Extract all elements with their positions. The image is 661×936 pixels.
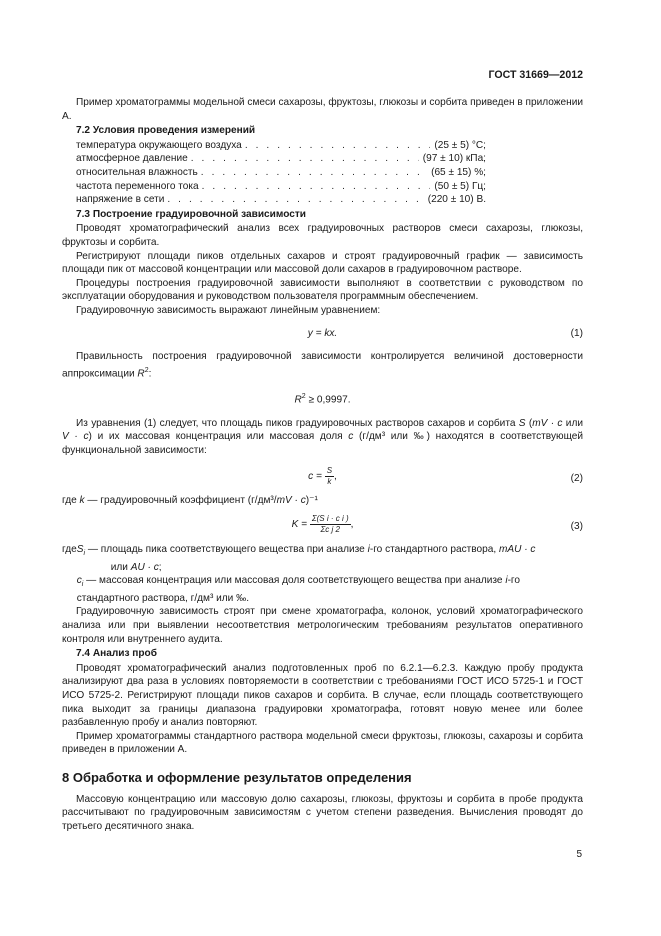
condition-row: температура окружающего воздуха . . . (25 ± 5) °С; (76, 139, 486, 153)
formula-3: K = $\frac{\text{Σ(S i · c i )}}{\text{Σc j 2}}$ , (3) (291, 513, 583, 534)
section-7-3-heading: 7.3 Построение градуировочной зависимости (76, 208, 306, 220)
formula-number: (3) (570, 520, 583, 532)
page-number: 5 (576, 849, 582, 860)
definition-ci: $c_i$ — массовая концентрация или массовая доля соответствующего вещества при анализе i-го стандартного раствора, г/дм³ или ‰. (76, 575, 520, 604)
paragraph: Градуировочную зависимость выражают линейным уравнением: (76, 304, 381, 316)
paragraph: Проводят хроматографический анализ всех градуировочных растворов смеси сахарозы, глюкозы, фруктозы и сорбита. (62, 223, 583, 248)
formula-number: (1) (570, 327, 583, 339)
standard-header: ГОСТ 31669—2012 (488, 69, 583, 81)
paragraph: Из уравнения (1) следует, что площадь пиков градуировочных растворов сахаров и сорбита S (mV · c или V · c) и их массовая концентрация или массовая доля c (г/дм³ или ‰) находятся в соответствующей функциональной зависимости: (62, 417, 584, 456)
paragraph: Градуировочную зависимость строят при смене хроматографа, колонок, условий хроматографического анализа или при выявлении несоответствия метрологическим требованиям результатов оперативного контроля или внутреннего аудита. (62, 606, 583, 645)
paragraph: Процедуры построения градуировочной зависимости выполняют в соответствии с руководством по эксплуатации оборудования и руководством пользователя программным обеспечением. (62, 277, 583, 303)
paragraph: Проводят хроматографический анализ подготовленных проб по 6.2.1—6.2.3. Каждую пробу продукта анализируют два раза в условиях повторяемости в соответствии с требованиями ГОСТ ИСО 5725-1 и ГОСТ ИСО 5725-2. Регистрируют площади пиков сахаров и сорбита. В случае, если площадь соответствующего пика выходит за границы диапазона градуировки хроматографа, готовят новую менее или более разбавленную пробу и анализ повторяют. (62, 662, 583, 729)
condition-row: напряжение в сети . . . (220 ± 10) В. (76, 193, 486, 207)
section-7-4-heading: 7.4 Анализ проб (76, 648, 157, 660)
coefficient-definition: где k — градуировочный коэффициент (г/дм³/mV · c)⁻¹ (62, 495, 318, 507)
document-body (62, 96, 583, 833)
paragraph: Массовую концентрацию или массовую долю сахарозы, глюкозы, фруктозы и сорбита в пробе продукта рассчитывают по градуировочным зависимостям с учетом степени разведения. Вычисления проводят до третьего десятичного знака. (62, 793, 583, 832)
fraction: $\frac{\text{Σ(S i · c i )}}{\text{Σc j 2}}$ (311, 513, 349, 534)
condition-row: частота переменного тока . . . (50 ± 5) Гц; (76, 180, 486, 194)
measurement-conditions-list (76, 139, 486, 207)
formula-r2: $R^2 \ge 0,9997$. (294, 392, 351, 405)
condition-row: атмосферное давление . . . (97 ± 10) кПа; (76, 152, 486, 166)
condition-row: относительная влажность . . . (65 ± 15) %; (76, 166, 486, 180)
paragraph: Правильность построения градуировочной зависимости контролируется величиной достоверности аппроксимации $R^2$: (62, 351, 583, 380)
intro-paragraph: Пример хроматограммы модельной смеси сахарозы, фруктозы, глюкозы и сорбита приведен в приложении А. (62, 97, 583, 122)
formula-number: (2) (570, 473, 583, 485)
paragraph: Регистрируют площади пиков отдельных сахаров и строят градуировочный график — зависимость площади пик от массовой концентрации или массовой доли сахаров в градуировочном растворе. (62, 250, 583, 276)
formula-1: y = kx. (1) (307, 327, 583, 339)
section-7-2-heading: 7.2 Условия проведения измерений (76, 125, 256, 137)
paragraph: Пример хроматограммы стандартного раствора модельной смеси фруктозы, глюкозы, сахарозы и сорбита приведен в приложении А. (62, 730, 583, 756)
definition-si: где $S_i$ — площадь пика соответствующего вещества при анализе i-го стандартного раствора, mAU · c или AU · c; (62, 543, 536, 573)
section-8-heading: 8 Обработка и оформление результатов определения (62, 769, 412, 785)
fraction: $\frac{S}{k}$ (326, 466, 333, 487)
formula-2: c = $\frac{S}{k}$ , (2) (308, 466, 583, 487)
